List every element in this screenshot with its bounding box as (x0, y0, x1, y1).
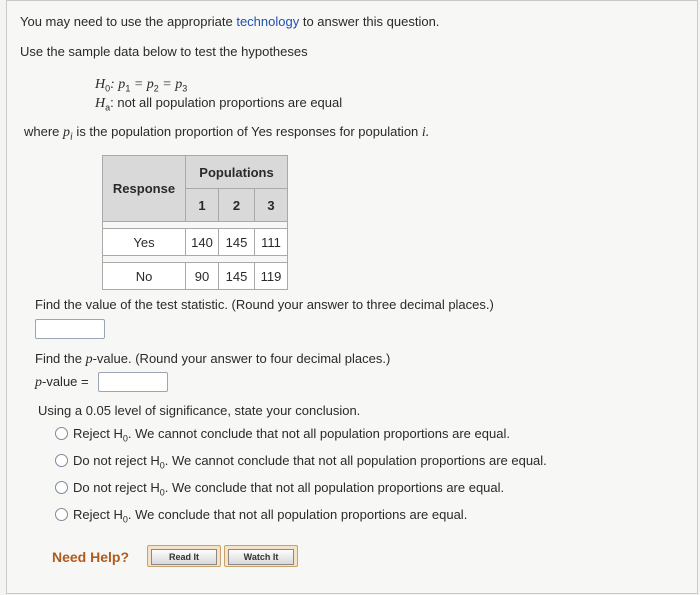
population-number: 1 (186, 189, 219, 222)
p-value-label-p: p (35, 375, 42, 390)
p-value-label-text: -value = (42, 374, 89, 389)
table-cell: 90 (186, 263, 219, 290)
option-text: . We cannot conclude that not all population proportions are equal. (127, 426, 510, 441)
option-text: . We cannot conclude that not all population proportions are equal. (164, 453, 547, 468)
table-row (103, 229, 288, 256)
table-cell: 119 (255, 263, 288, 290)
alt-hypothesis (95, 95, 342, 113)
ha-symbol: H (95, 96, 106, 111)
option-sub: 0 (122, 514, 128, 525)
ha-subscript: a (105, 102, 111, 113)
p-value-label (35, 374, 89, 391)
technology-link[interactable]: technology (236, 14, 300, 29)
h0-p2-sub: 2 (153, 83, 159, 94)
option-radio[interactable] (55, 481, 68, 494)
option-text: Do not reject H (73, 480, 160, 495)
h0-symbol: H (95, 77, 106, 92)
option-label[interactable] (73, 480, 504, 498)
where-i: i (70, 131, 73, 143)
option-radio[interactable] (55, 508, 68, 521)
row-label: No (103, 263, 186, 290)
table-cell: 140 (186, 229, 219, 256)
data-table (102, 155, 288, 290)
option-sub: 0 (122, 433, 128, 444)
null-hypothesis (95, 76, 187, 94)
option-radio[interactable] (55, 454, 68, 467)
test-statistic-prompt: Find the value of the test statistic. (Round your answer to three decimal places.) (35, 297, 494, 312)
instruction-text: Use the sample data below to test the hypotheses (20, 44, 308, 59)
where-p: p (63, 125, 71, 140)
conclusion-prompt: Using a 0.05 level of significance, state your conclusion. (38, 403, 361, 418)
p-value-prompt-post: -value. (Round your answer to four decimal places.) (92, 351, 391, 366)
row-label: Yes (103, 229, 186, 256)
h0-p3-sub: 3 (182, 83, 188, 94)
h0-p2: = p (130, 77, 154, 92)
where-post: is the population proportion of Yes responses for population (72, 124, 422, 139)
table-row (103, 263, 288, 290)
option-label[interactable] (73, 507, 467, 525)
option-sub: 0 (159, 487, 165, 498)
p-value-prompt-p: p (85, 352, 93, 367)
p-value-input[interactable] (98, 372, 168, 392)
table-cell: 145 (219, 229, 255, 256)
p-value-prompt-pre: Find the (35, 351, 86, 366)
intro-text: You may need to use the appropriate (20, 14, 237, 29)
option-text: Do not reject H (73, 453, 160, 468)
table-spacer (103, 256, 288, 263)
option-label[interactable] (73, 426, 510, 444)
option-text: Reject H (73, 507, 123, 522)
option-text: . We conclude that not all population proportions are equal. (164, 480, 505, 495)
h0-subscript: 0 (105, 83, 111, 94)
table-cell: 145 (219, 263, 255, 290)
intro-text-end: to answer this question. (299, 14, 440, 29)
read-it-button[interactable]: Read It (151, 549, 217, 565)
need-help-label: Need Help? (52, 549, 130, 565)
where-statement (24, 124, 429, 143)
populations-header: Populations (186, 156, 288, 189)
option-text: . We conclude that not all population proportions are equal. (127, 507, 468, 522)
h0-p3: = p (158, 77, 183, 92)
h0-p1: : p (110, 77, 126, 92)
p-value-prompt (35, 351, 390, 368)
watch-it-button[interactable]: Watch It (228, 549, 294, 565)
where-end: i. (421, 125, 430, 140)
intro-line (20, 14, 439, 29)
option-text: Reject H (73, 426, 123, 441)
h0-p1-sub: 1 (125, 83, 131, 94)
population-number: 2 (219, 189, 255, 222)
response-header: Response (103, 156, 186, 222)
where-pre: where (24, 124, 64, 139)
population-number: 3 (255, 189, 288, 222)
option-label[interactable] (73, 453, 547, 471)
test-statistic-input[interactable] (35, 319, 105, 339)
option-radio[interactable] (55, 427, 68, 440)
table-spacer (103, 222, 288, 229)
ha-text: : not all population proportions are equal (110, 95, 343, 110)
table-cell: 111 (255, 229, 288, 256)
option-sub: 0 (159, 460, 165, 471)
